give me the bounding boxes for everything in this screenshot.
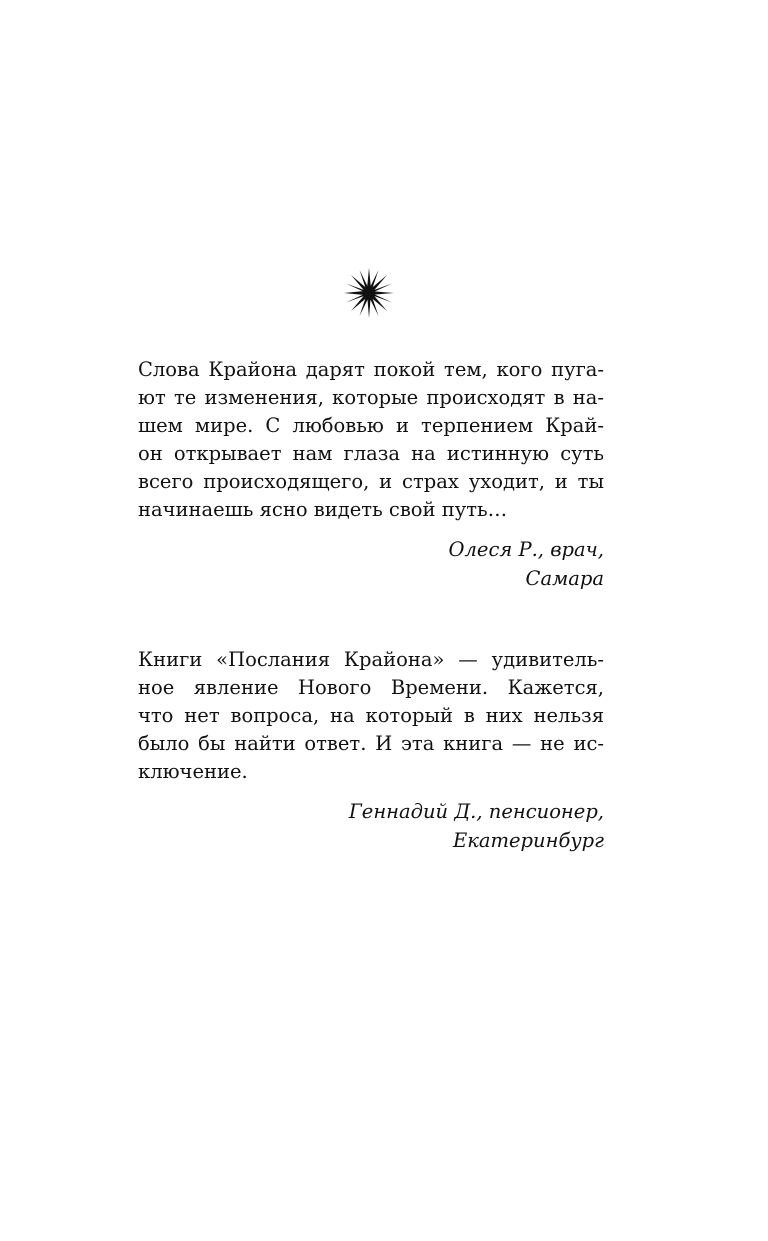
paragraph-line: Книги «Послания Крайона» — удивитель- (138, 648, 604, 671)
author-name: Геннадий Д., пенсионер, (348, 800, 604, 823)
testimonial-1-text (138, 356, 604, 524)
paragraph-line: всего происходящего, и страх уходит, и ты (138, 470, 604, 493)
testimonial-2-text (138, 646, 604, 786)
paragraph-line: шем мире. С любовью и терпением Край- (138, 414, 604, 437)
paragraph-line: он открывает нам глаза на истинную суть (138, 442, 604, 465)
paragraph-line: начинаешь ясно видеть свой путь… (138, 498, 508, 521)
paragraph-line: ное явление Нового Времени. Кажется, (138, 676, 604, 699)
paragraph-line: было бы найти ответ. И эта книга — не ис- (138, 732, 604, 755)
paragraph-line: ключение. (138, 760, 248, 783)
paragraph-line: что нет вопроса, на который в них нельзя (138, 704, 604, 727)
paragraph-line: ют те изменения, которые происходят в на- (138, 386, 604, 409)
author-name: Олеся Р., врач, (448, 538, 604, 561)
paragraph-line: Слова Крайона дарят покой тем, кого пуга- (138, 358, 604, 381)
star-ornament-icon (344, 268, 394, 318)
author-city: Екатеринбург (453, 829, 604, 852)
testimonial-2-attribution (349, 797, 604, 855)
author-city: Самара (525, 567, 604, 590)
testimonial-1-attribution (449, 535, 604, 593)
